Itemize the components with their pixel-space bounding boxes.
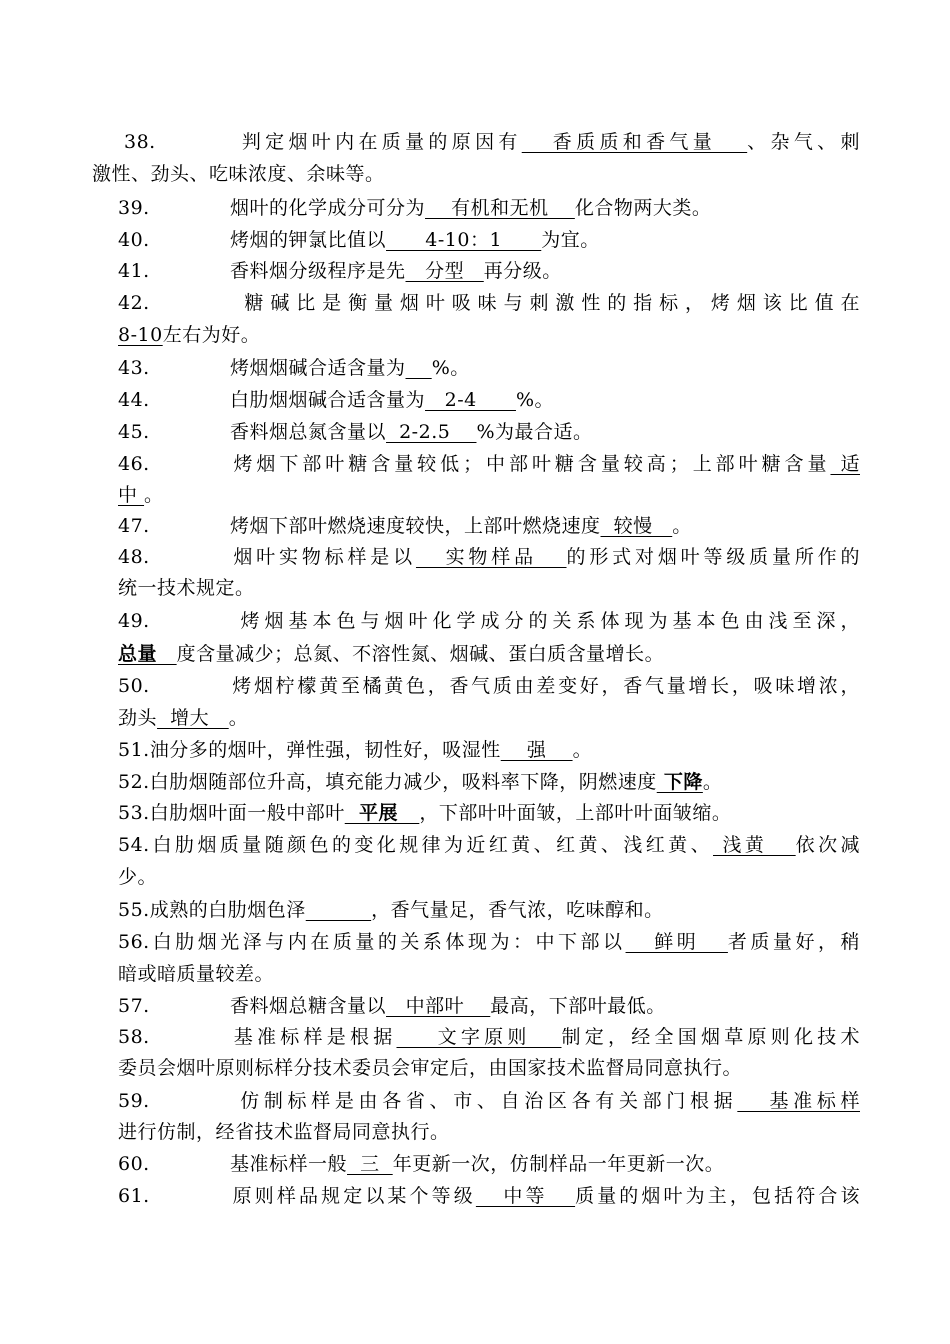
question-text: ，下部叶叶面皱，上部叶叶面皱缩。 [419,802,732,824]
question-60 [118,1148,860,1180]
question-56-line1 [118,926,860,958]
question-number: 41. [118,260,150,282]
answer-blank [306,899,371,921]
question-number: 45. [118,421,150,443]
question-number: 50. [118,675,150,697]
question-text: 、杂气、刺 [747,131,860,153]
answer-blank: 强 [500,739,573,761]
question-50-line2 [118,702,860,734]
answer-blank: 8-10 [118,324,163,346]
question-text: 烤烟下部叶糖含量较低；中部叶糖含量较高；上部叶糖含量 [230,453,831,475]
question-46-line1 [118,448,860,480]
question-48-line1 [118,541,860,573]
question-text: 白肋烟随部位升高，填充能力减少，吸料率下降，阴燃速度 [149,771,657,793]
question-text: 基准标样是根据 [230,1026,397,1048]
question-42-line1 [118,287,860,319]
question-number: 59. [118,1090,150,1112]
question-text: 白肋烟叶面一般中部叶 [149,802,345,824]
question-text: 劲头 [118,707,158,729]
question-48-line2: 统一技术规定。 [118,577,255,599]
question-text: 烤烟基本色与烟叶化学成分的关系体现为基本色由浅至深， [236,610,860,632]
question-38-line1 [118,126,860,158]
answer-blank: 2-4 [425,389,516,411]
question-61 [118,1180,860,1212]
question-text: 烟叶实物标样是以 [230,546,416,568]
question-number: 53. [118,802,150,824]
question-text: 油分多的烟叶，弹性强，韧性好，吸湿性 [149,739,501,761]
question-number: 48. [118,546,150,568]
question-text: %。 [431,357,470,379]
question-text: 仿制标样是由各省、市、自治区各有关部门根据 [236,1090,738,1112]
question-text: 基准标样一般 [230,1153,348,1175]
question-text: 。 [572,739,593,761]
question-text: %。 [515,389,555,411]
question-text: 白肋烟光泽与内在质量的关系体现为：中下部以 [149,931,626,953]
question-text: 年更新一次，仿制样品一年更新一次。 [392,1153,725,1175]
question-number: 47. [118,515,150,537]
question-text: 。 [228,707,249,729]
question-text: 香料烟总糖含量以 [230,995,387,1017]
answer-blank: 有机和无机 [425,197,575,219]
question-text: 。 [702,771,723,793]
question-number: 61. [118,1185,150,1207]
question-43 [118,352,860,384]
question-51 [118,734,860,766]
question-text: 糖碱比是衡量烟叶吸味与刺激性的指标，烤烟该比值在 [238,292,860,314]
question-number: 51. [118,739,150,761]
question-text: 制定，经全国烟草原则化技术 [561,1026,860,1048]
question-52 [118,766,860,798]
question-59-line1 [118,1085,860,1117]
question-text: 烤烟柠檬黄至橘黄色，香气质由差变好，香气量增长，吸味增浓， [230,675,860,697]
question-text: 者质量好，稍 [727,931,860,953]
question-number: 60. [118,1153,150,1175]
question-39 [118,192,860,224]
question-number: 56. [118,931,150,953]
question-text: 度含量减少；总氮、不溶性氮、烟碱、蛋白质含量增长。 [176,643,665,665]
question-number: 44. [118,389,150,411]
answer-blank: 鲜明 [625,931,728,953]
question-number: 49. [118,610,150,632]
question-47 [118,510,860,542]
question-number: 54. [118,834,150,856]
answer-blank: 增大 [157,707,229,729]
question-number: 39. [118,197,150,219]
answer-blank: 基准标样 [737,1090,860,1112]
question-text: 烟叶的化学成分可分为 [230,197,426,219]
question-number: 55. [118,899,150,921]
question-number: 46. [118,453,150,475]
question-number: 52. [118,771,150,793]
question-number: 40. [118,229,150,251]
question-54-line1 [118,829,860,861]
question-text: 为宜。 [541,229,600,251]
question-number: 38. [124,131,156,153]
question-text: ，香气量足，香气浓，吃味醇和。 [371,899,664,921]
question-text: 。 [672,515,692,537]
question-text: 质量的烟叶为主，包括符合该 [575,1185,860,1207]
question-50-line1 [118,670,860,702]
answer-blank: 中 [118,484,145,506]
question-49-line1 [118,605,860,637]
answer-blank: 下降 [656,771,703,793]
answer-blank: 实物样品 [415,546,567,568]
answer-blank: 文字原则 [396,1026,562,1048]
question-59-line2: 进行仿制，经省技术监督局同意执行。 [118,1121,450,1143]
answer-blank: 香质质和香气量 [521,131,748,153]
answer-blank: 较慢 [600,515,673,537]
answer-blank: 4-10：1 [386,229,542,251]
question-text: 。 [144,484,164,506]
answer-blank: 2-2.5 [386,421,477,443]
question-number: 57. [118,995,150,1017]
question-58-line2: 委员会烟叶原则标样分技术委员会审定后，由国家技术监督局同意执行。 [118,1057,743,1079]
question-text: 烤烟烟碱合适含量为 [230,357,406,379]
answer-blank: 中部叶 [386,995,491,1017]
question-53 [118,797,860,829]
question-41 [118,255,860,287]
question-45 [118,416,860,448]
answer-blank: 三 [347,1153,393,1175]
answer-blank: 总量 [118,643,158,665]
answer-blank: 平展 [344,802,420,824]
question-57 [118,990,860,1022]
question-text: 香料烟总氮含量以 [230,421,387,443]
question-46-line2 [118,479,860,511]
question-text: 白肋烟质量随颜色的变化规律为近红黄、红黄、浅红黄、 [149,834,713,856]
question-text: 左右为好。 [162,324,261,346]
answer-blank: 浅黄 [713,834,796,856]
question-44 [118,384,860,416]
question-number: 58. [118,1026,150,1048]
question-text: 烤烟下部叶燃烧速度较快，上部叶燃烧速度 [230,515,601,537]
question-text: 再分级。 [483,260,562,282]
question-text: 化合物两大类。 [574,197,712,219]
question-number: 42. [118,292,150,314]
question-text: 依次减 [795,834,860,856]
question-58-line1 [118,1021,860,1053]
question-text: 原则样品规定以某个等级 [230,1185,476,1207]
question-number: 43. [118,357,150,379]
question-54-line2: 少。 [118,866,158,888]
question-55 [118,894,860,926]
question-text: 成熟的白肋烟色泽 [149,899,306,921]
question-40 [118,224,860,256]
answer-blank [406,357,432,379]
answer-blank [157,643,177,665]
answer-blank: 适 [830,453,860,475]
answer-blank: 中等 [475,1185,576,1207]
question-42-line2 [118,319,860,351]
question-text: 烤烟的钾氯比值以 [230,229,387,251]
question-56-line2: 暗或暗质量较差。 [118,963,275,985]
answer-blank: 分型 [405,260,484,282]
question-text: 的形式对烟叶等级质量所作的 [566,546,860,568]
question-text: 最高，下部叶最低。 [490,995,666,1017]
question-text: 判定烟叶内在质量的原因有 [238,131,522,153]
question-text: 香料烟分级程序是先 [230,260,406,282]
question-text: 白肋烟烟碱合适含量为 [230,389,426,411]
question-49-line2 [118,638,860,670]
question-38-line2: 激性、劲头、吃味浓度、余味等。 [92,163,385,185]
question-text: %为最合适。 [476,421,593,443]
